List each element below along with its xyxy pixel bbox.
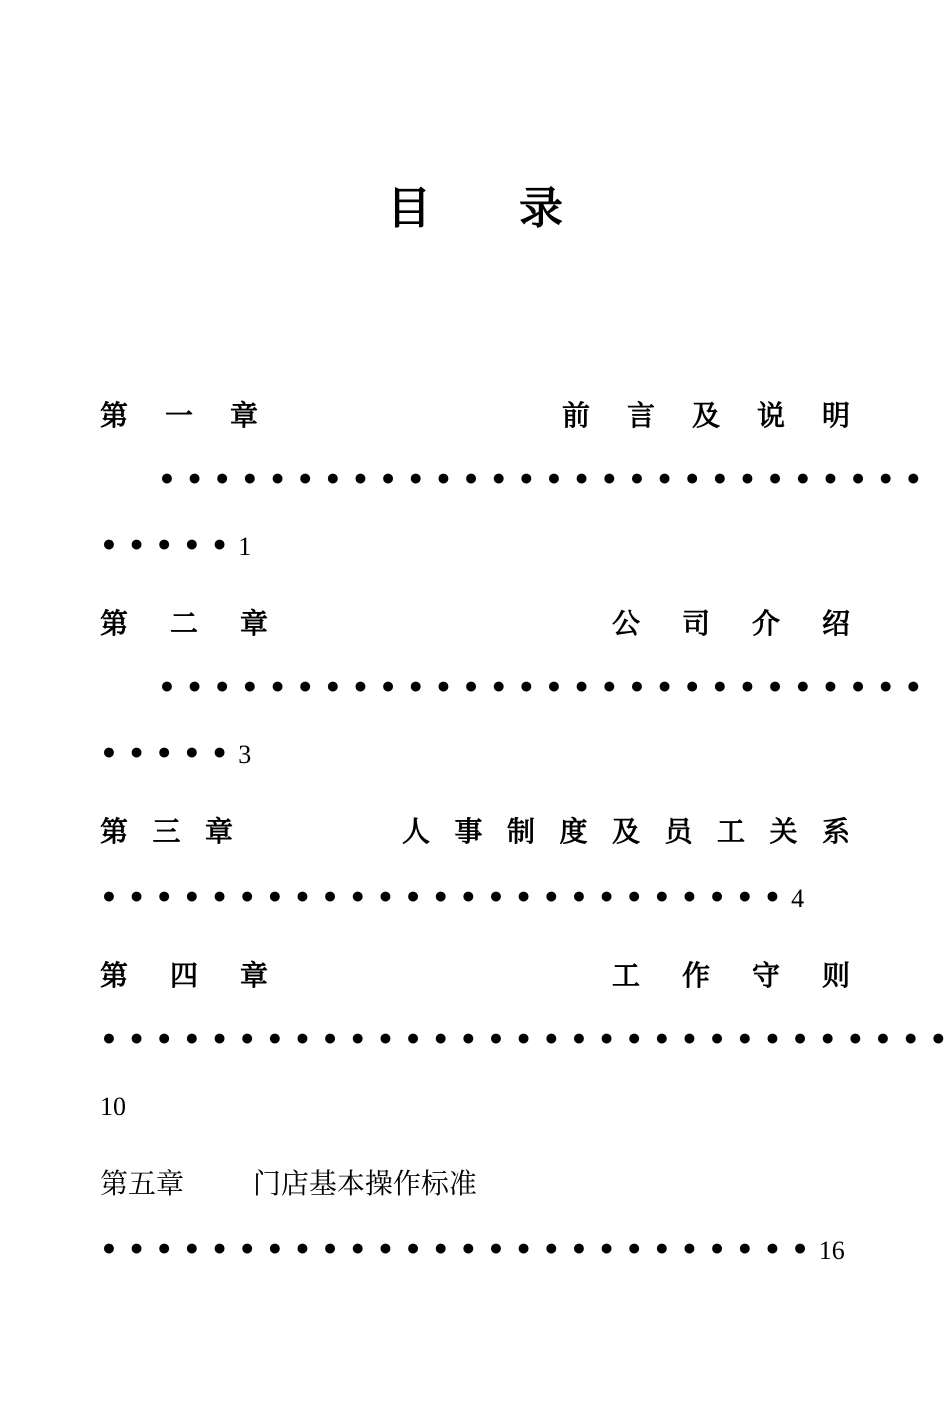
- toc-entry-3-title-char-1: 人: [401, 815, 430, 848]
- toc-entry-3-chapter-char-1: 第: [100, 815, 129, 848]
- toc-entry-5-leader-1: • • • • • • • • • • • • • • • • • • • • • • • • • • 16: [100, 1233, 845, 1266]
- toc-entry-3-heading[interactable]: [100, 812, 850, 852]
- toc-entry-5-page-number: 16: [818, 1236, 845, 1265]
- toc-entry-2-heading[interactable]: [100, 604, 850, 644]
- toc-entry-3-chapter-char-2: 三: [152, 815, 181, 848]
- toc-entry-1-title-char-1: 前: [561, 399, 590, 432]
- toc-entry-2-chapter-char-1: 第: [100, 607, 129, 640]
- toc-entry-4-page-number: 10: [100, 1092, 126, 1121]
- toc-entry-2-leader-2: • • • • • 3: [100, 737, 252, 770]
- toc-entry-3-title-char-2: 事: [454, 815, 483, 848]
- toc-entry-1-chapter-char-1: 第: [100, 399, 129, 432]
- toc-entry-3-leader-1: • • • • • • • • • • • • • • • • • • • • • • • • • 4: [100, 881, 805, 914]
- toc-entry-3-chapter-char-3: 章: [205, 815, 234, 848]
- toc-entry-3-title-char-9: 系: [821, 815, 850, 848]
- toc-entry-2-title-char-1: 公: [611, 607, 640, 640]
- toc-entry-1-page-number: 1: [238, 532, 252, 561]
- toc-entry-4-title-char-4: 则: [821, 959, 850, 992]
- toc-entry-2-page-number: 3: [238, 740, 252, 769]
- toc-entry-1-chapter-char-3: 章: [230, 399, 259, 432]
- toc-entry-1-leader-2: • • • • • 1: [100, 529, 252, 562]
- toc-entry-4-page-line: [100, 1086, 850, 1126]
- toc-entry-2-title-char-3: 介: [751, 607, 780, 640]
- toc-entry-1-title-char-5: 明: [821, 399, 850, 432]
- toc-entry-3-page-number: 4: [791, 884, 805, 913]
- toc-entry-1-chapter-char-2: 一: [165, 399, 194, 432]
- toc-entry-4-chapter-char-3: 章: [240, 959, 269, 992]
- toc-entry-3-title-char-6: 员: [664, 815, 693, 848]
- toc-entry-4-title-char-2: 作: [681, 959, 710, 992]
- toc-entry-4-chapter-char-1: 第: [100, 959, 129, 992]
- toc-entry-1-heading[interactable]: [100, 396, 850, 436]
- toc-entry-4-leader-1: • • • • • • • • • • • • • • • • • • • • • • • • • • • • • • •: [100, 1023, 948, 1056]
- toc-entry-2-title-char-2: 司: [681, 607, 710, 640]
- toc-entry-5-title: 门店基本操作标准: [252, 1167, 477, 1200]
- toc-entry-3-title-char-5: 及: [611, 815, 640, 848]
- toc-entry-4-title-char-3: 守: [751, 959, 780, 992]
- toc-entry-1-title-char-3: 及: [691, 399, 720, 432]
- toc-entry-2-chapter-char-3: 章: [240, 607, 269, 640]
- toc-entry-2-title-char-4: 绍: [821, 607, 850, 640]
- toc-entry-3-title-char-3: 制: [506, 815, 535, 848]
- toc-entry-2-chapter-char-2: 二: [170, 607, 199, 640]
- toc-entry-4-title-char-1: 工: [611, 959, 640, 992]
- toc-entry-5-chapter: 第五章: [100, 1167, 185, 1200]
- toc-entry-4-heading[interactable]: [100, 956, 850, 996]
- toc-entry-3-title-char-4: 度: [559, 815, 588, 848]
- toc-entry-2-leader-1: • • • • • • • • • • • • • • • • • • • • • • • • • • • •: [158, 671, 923, 704]
- page-title: 目 录: [387, 183, 563, 234]
- toc-entry-1-title-char-2: 言: [626, 399, 655, 432]
- toc-entry-4-chapter-char-2: 四: [170, 959, 199, 992]
- toc-entry-3-title-char-8: 关: [769, 815, 798, 848]
- toc-entry-1-title-char-4: 说: [756, 399, 785, 432]
- toc-entry-5-heading[interactable]: [100, 1164, 850, 1204]
- toc-entry-3-title-char-7: 工: [716, 815, 745, 848]
- toc-entry-1-leader-1: • • • • • • • • • • • • • • • • • • • • • • • • • • • •: [158, 463, 923, 496]
